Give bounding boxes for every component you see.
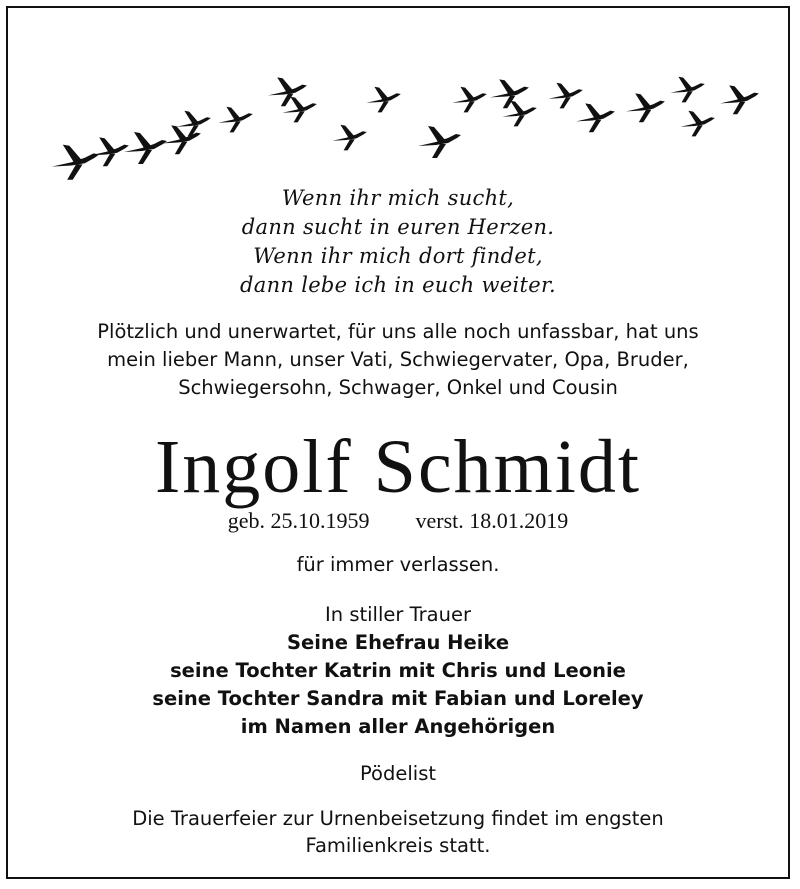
poem <box>8 184 788 300</box>
intro-text <box>8 318 788 402</box>
intro-line: Schwiegersohn, Schwager, Onkel und Cousin <box>178 376 618 399</box>
left-text: für immer verlassen. <box>296 553 500 576</box>
mourner-line: Seine Ehefrau Heike <box>286 631 510 654</box>
death-date: verst. 18.01.2019 <box>415 508 569 533</box>
funeral-line: Familienkreis statt. <box>305 834 491 857</box>
poem-line: dann lebe ich in euch weiter. <box>240 273 556 297</box>
intro-line: mein lieber Mann, unser Vati, Schwiegervater, Opa, Bruder, <box>107 348 689 371</box>
intro-line: Plötzlich und unerwartet, für uns alle noch unfassbar, hat uns <box>97 320 699 343</box>
mourner-line: seine Tochter Katrin mit Chris und Leonie <box>170 659 626 682</box>
deceased-name: Ingolf Schmidt <box>154 425 642 509</box>
mourning-intro: In stiller Trauer <box>325 603 471 626</box>
mourners <box>8 601 788 741</box>
life-dates <box>8 507 788 535</box>
funeral-note <box>8 805 788 859</box>
birth-date: geb. 25.10.1959 <box>227 508 370 533</box>
poem-line: Wenn ihr mich dort findet, <box>253 244 543 268</box>
obituary-frame <box>6 6 790 879</box>
mourner-line: seine Tochter Sandra mit Fabian und Loreley <box>152 687 644 710</box>
poem-line: dann sucht in euren Herzen. <box>241 215 555 239</box>
mourner-line: im Namen aller Angehörigen <box>240 715 556 738</box>
funeral-line: Die Trauerfeier zur Urnenbeisetzung findet im engsten <box>132 807 664 830</box>
place: Pödelist <box>359 762 436 785</box>
flock-of-cranes-icon <box>48 68 768 188</box>
poem-line: Wenn ihr mich sucht, <box>281 186 515 210</box>
